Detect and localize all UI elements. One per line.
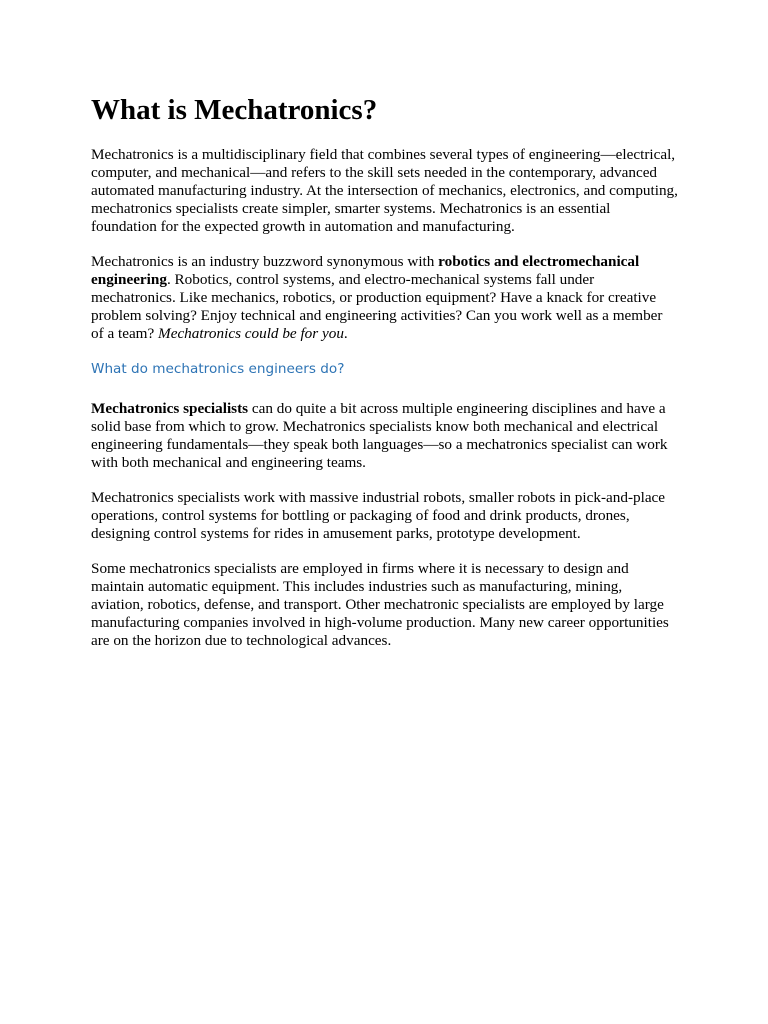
- paragraph-buzzword-end: .: [343, 325, 348, 342]
- paragraph-buzzword-rest: . Robotics, control systems, and electro-mechanical systems fall under mechatronics. Like mechanics, robotics, or production equipment? Have a knack for creative problem solving? Enjoy technical and engineering activities? Can you work well as a member of a team?: [91, 271, 663, 342]
- paragraph-specialists-rest: can do quite a bit across multiple engineering disciplines and have a solid base from which to grow. Mechatronics specialists know both mechanical and electrical engineering fundamentals—they speak both languages—so a mechatronics specialist can work with both mechanical and engineering teams.: [91, 400, 668, 471]
- section-heading: What do mechatronics engineers do?: [91, 361, 345, 377]
- paragraph-work: Mechatronics specialists work with massive industrial robots, smaller robots in pick-and-place operations, control systems for bottling or packaging of food and drink products, drones, designing control systems for rides in amusement parks, prototype development.: [91, 489, 666, 542]
- paragraph-buzzword-bold: robotics and electromechanical engineering: [91, 253, 640, 288]
- paragraph-intro: Mechatronics is a multidisciplinary field that combines several types of engineering—electrical, computer, and mechanical—and refers to the skill sets needed in the contemporary, advanced automated manufacturing industry. At the intersection of mechanics, electronics, and computing, mechatronics specialists create simpler, smarter systems. Mechatronics is an essential foundation for the expected growth in automation and manufacturing.: [91, 146, 678, 235]
- paragraph-buzzword-lead: Mechatronics is an industry buzzword synonymous with: [91, 253, 439, 270]
- paragraph-specialists: [91, 400, 678, 472]
- paragraph-buzzword-italic: Mechatronics could be for you: [158, 325, 344, 342]
- page-title: What is Mechatronics?: [91, 94, 378, 126]
- paragraph-employment: Some mechatronics specialists are employed in firms where it is necessary to design and maintain automatic equipment. This includes industries such as manufacturing, mining, aviation, robotics, defense, and transport. Other mechatronic specialists are employed by large manufacturing companies involved in high-volume production. Many new career opportunities are on the horizon due to technological advances.: [91, 560, 669, 649]
- paragraph-buzzword: [91, 253, 678, 343]
- paragraph-specialists-bold: Mechatronics specialists: [91, 400, 249, 417]
